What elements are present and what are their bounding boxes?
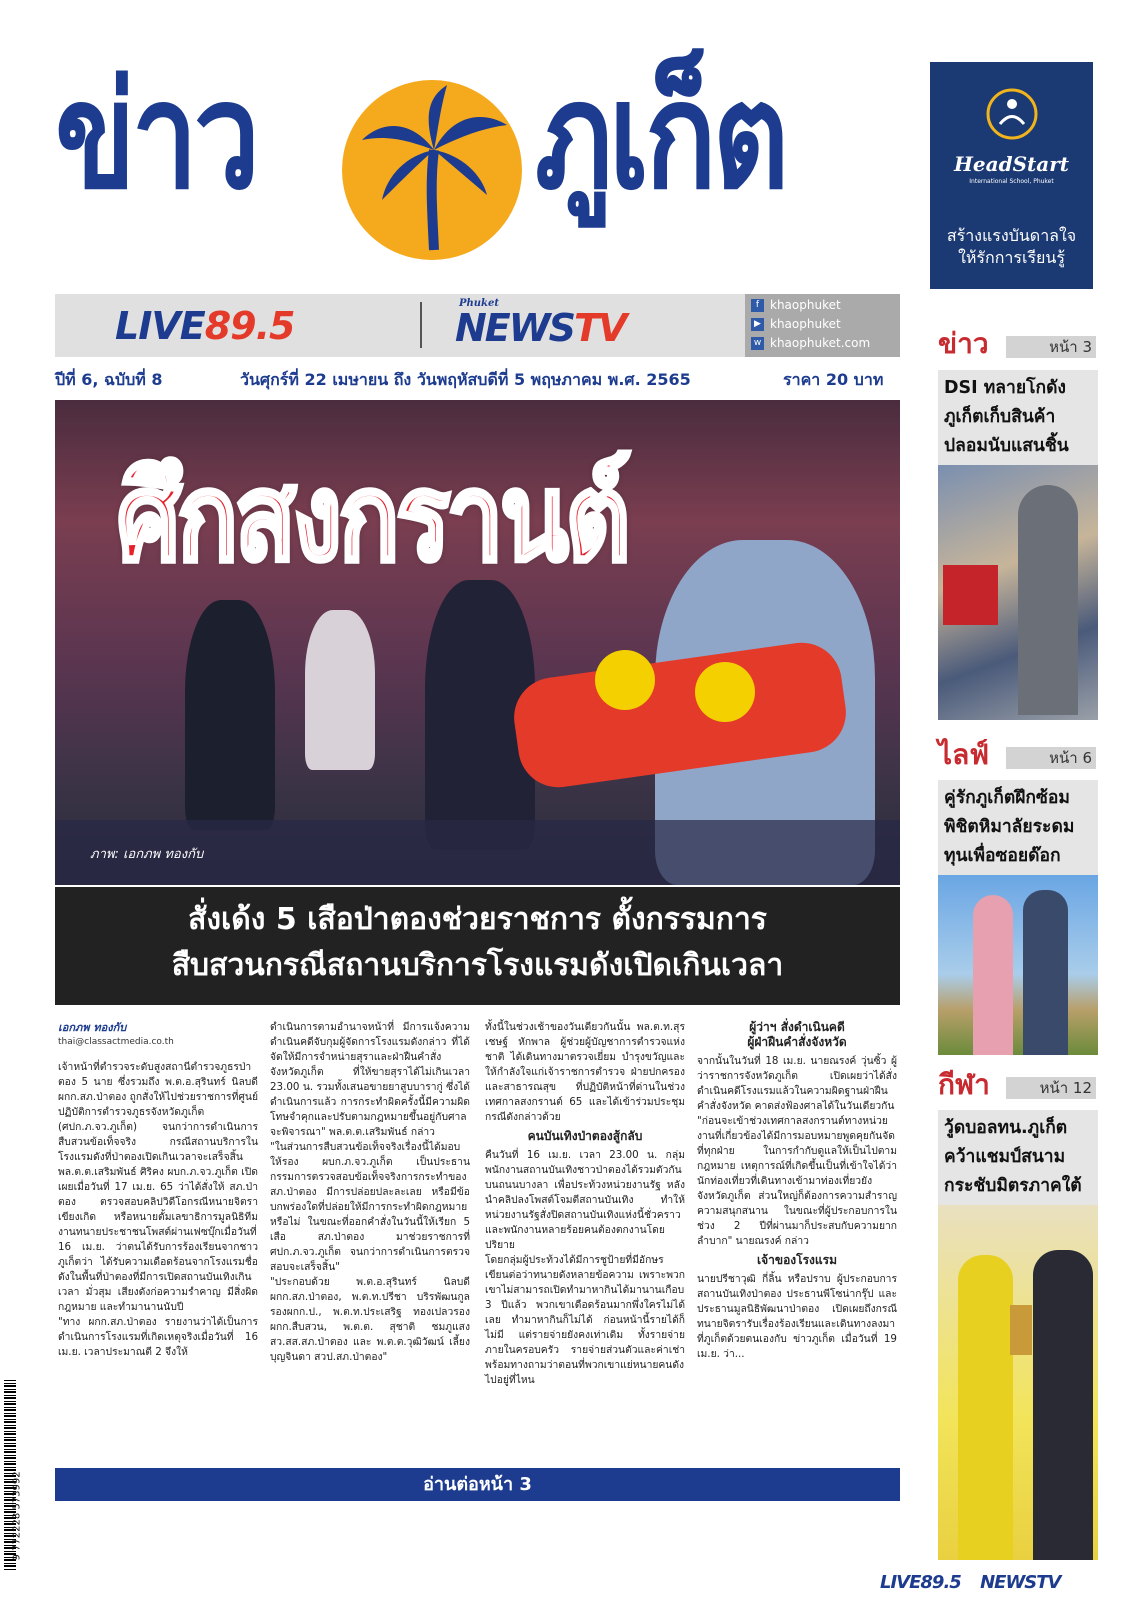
paragraph: ดำเนินการตามอำนาจหน้าที่ มีการแจ้งความดำเนินคดีจับกุมผู้จัดการโรงแรมดังกล่าว ที่ได้จัดให้มีการจำหน่ายสุราและฝ่าฝืนคำสั่งจังหวัดภูเก็ต ที่ให้ขายสุราได้ไม่เกินเวลา 23.00 น. รวมทั้งเสนอขายยาสูบบารากู่ ซึ่งได้ดำเนินการแล้ว การกระทำผิดครั้งนี้มีความผิดโทษจำคุกและปรับตามกฎหมายขึ้นอยู่กับศาลจะพิจารณา" พล.ต.ต.เสริมพันธ์ กล่าว (270, 1021, 470, 1138)
ad-tagline-2: ให้รักการเรียนรู้ (958, 248, 1065, 267)
paragraph: โดยกลุ่มผู้ประท้วงได้มีการชูป้ายที่มีอักษรเขียนต่อว่าทนายดังหลายข้อความ เพราะพวกเขาไม่สามารถเปิดทำมาหากินได้มานานเกือบ 3 ปีแล้ว พวกเขาเดือดร้อนมากพึ่งใครไม่ได้เลย ทำมาหากินก็ไม่ได้ ก่อนหน้านี้รายได้ก็ไม่มี แต่รายจ่ายยังคงเท่าเดิม ทั้งรายจ่ายภายในครอบครัว รายจ่ายส่วนตัวและค่าเช่า พร้อมทางถามว่าตอนที่พวกเขาแย่หนายคนดังไปอยู่ที่ไหน (485, 1254, 685, 1386)
live-prefix: LIVE (115, 304, 205, 348)
paragraph: "ทาง ผกก.สภ.ป่าตอง รายงานว่าได้เป็นการดำเนินการโรงแรมที่เกิดเหตุจริงเมื่อวันที่ 16 เม.ย. เวลาประมาณตี 2 จึงให้ (58, 1316, 258, 1358)
paragraph: "ประกอบด้วย พ.ต.อ.สุรินทร์ นิลบดี ผกก.สภ.ป่าตอง, พ.ต.ท.ปรีชา บริรพัฒนกูล รองผกก.ป., พ.ต.ท.ประเสริฐ ทองเปลวรอง ผกก.สืบสวน, พ.ต.ต. สุชาติ ชมภูแสง สว.สส.สภ.ป่าตอง และ พ.ต.ต.วุฒิวัฒน์ เลี้ยงบุญจินดา สวป.สภ.ป่าตอง" (270, 1276, 470, 1363)
masthead-word-left: ข่าว (55, 49, 257, 222)
section-sport-photo (938, 1205, 1098, 1560)
barcode-number: 9 772228 573992 (11, 1471, 23, 1561)
paragraph: นายปรีชาวุฒิ กี่ลิ้น หรือปราบ ผู้ประกอบการสถานบันเทิงป่าตอง ประธานพีโซน่ากรุ๊ป และประธานมูลนิธิพัฒนาป่าตอง เปิดเผยถึงกรณีทนายจิตรารับเรื่องร้องเรียนและเดินทางลงมาที่ภูเก็ตด้วยตนเองกับ ข่าวภูเก็ต เมื่อวันที่ 19 เม.ย. ว่า... (697, 1273, 897, 1360)
ad-brand: HeadStart (954, 152, 1069, 176)
section-news-photo (938, 465, 1098, 720)
social-website[interactable] (751, 334, 900, 353)
photo-figure (1023, 890, 1068, 1055)
paragraph: พล.ต.ต.เสริมพันธ์ ศิริคง ผบก.ภ.จว.ภูเก็ต เปิดเผยเมื่อวันที่ 17 เม.ย. 65 ว่าได้สั่งให้ สภ.ป่าตอง ตรวจสอบคลิปวิดีโอกรณีหนายจิตรา เขียงเกิด หรือหนายตั้มเลขาธิการมูลนิธิทีมงานทนายประชาชนโพสต์ผ่านเฟซบุ๊กเมื่อวันที่ 16 เม.ย. ว่าตนได้รับการร้องเรียนจากชาวภูเก็ตว่า ได้รับความเดือดร้อนจากโรงแรมชื่อดังในพื้นที่ป่าตองที่มีการเปิดสถานบันเทิงเกินเวลา มั่วสุม เสียงดังก่อความรำคาญ มีสิ่งผิดกฎหมาย และทำมานานนับปี (58, 1166, 258, 1313)
section-name: ข่าว (938, 327, 989, 360)
article-column-2 (270, 1020, 470, 1365)
photo-figure (973, 895, 1013, 1055)
water-gun-tank (595, 650, 655, 710)
footer-logos (880, 1572, 1100, 1596)
issue-date: วันศุกร์ที่ 22 เมษายน ถึง วันพฤหัสบดีที่ 5 พฤษภาคม พ.ศ. 2565 (240, 370, 691, 389)
section-news-teaser[interactable]: DSI ทลายโกดังภูเก็ตเก็บสินค้าปลอมนับแสนชิ้น (938, 370, 1098, 465)
headline-line-2: สืบสวนกรณีสถานบริการโรงแรมดังเปิดเกินเวลา (171, 948, 784, 983)
section-sport-teaser[interactable]: วู้ดบอลทน.ภูเก็ตคว้าแชมป์สนามกระชับมิตรภาคใต้ (938, 1110, 1098, 1205)
section-page: หน้า 6 (1006, 747, 1096, 769)
issue-volume: ปีที่ 6, ฉบับที่ 8 (55, 370, 163, 389)
photo-figure (185, 600, 275, 830)
water-gun-tank (695, 662, 755, 722)
social-links (745, 294, 900, 357)
photo-goods (943, 565, 998, 625)
photo-figure (1018, 485, 1078, 715)
facebook-icon: f (751, 299, 764, 312)
social-label: khaophuket.com (770, 336, 871, 350)
social-facebook[interactable] (751, 296, 900, 315)
news-tv-logo[interactable] (455, 298, 626, 350)
social-label: khaophuket (770, 298, 841, 312)
article-column-1 (58, 1020, 258, 1360)
headstart-ad[interactable] (930, 62, 1093, 289)
photo-credit: ภาพ: เอกภพ ทองกับ (90, 847, 204, 862)
main-headline[interactable] (55, 887, 900, 1005)
byline-name: เอกภพ ทองกับ (58, 1021, 127, 1034)
youtube-icon: ▶ (751, 318, 764, 331)
live-radio-logo[interactable] (115, 304, 295, 348)
masthead-word-right: ภูเก็ต (535, 49, 786, 222)
issue-price: ราคา 20 บาท (783, 370, 884, 389)
photo-figure (1033, 1250, 1093, 1560)
masthead (55, 49, 895, 277)
subhead: คนบันเทิงป่าตองสู้กลับ (527, 1129, 643, 1143)
paragraph: คืนวันที่ 16 เม.ย. เวลา 23.00 น. กลุ่มพนักงานสถานบันเทิงชาวป่าตองได้รวมตัวกันบนถนนบางลา เพื่อประท้วงหน่วยงานรัฐ หลังนำคลิปลงโพสต์โจมตีสถานบันเทิง ทำให้หน่วยงานรัฐสั่งปิดสถานบันเทิงแห่งนี้ชั่วคราว และพนักงานหลายร้อยคนต้องตกงานโดยปริยาย (485, 1149, 685, 1251)
trophy (1010, 1305, 1032, 1355)
article-column-3 (485, 1020, 685, 1388)
section-life-header[interactable] (938, 733, 1098, 773)
social-label: khaophuket (770, 317, 841, 331)
paragraph: ทั้งนี้ในช่วงเช้าของวันเดียวกันนั้น พล.ต.ท.สุรเชษฐ์ หักพาล ผู้ช่วยผู้บัญชาการตำรวจแห่งชาติ ได้เดินทางมาตรวจเยี่ยม บำรุงขวัญและให้กำลังใจแก่เจ้าราชการตำรวจ ฝ่ายปกครอง และสาธารณสุข ที่ปฏิบัติหน้าที่ด่านในช่วงเทศกาลสงกรานต์ 65 และได้เข้าร่วมประชุมกรณีดังกล่าวด้วย (485, 1021, 685, 1123)
ad-sub: International School, Phuket (969, 178, 1054, 185)
byline-email[interactable]: thai@classactmedia.co.th (58, 1037, 174, 1047)
social-youtube[interactable] (751, 315, 900, 334)
section-sport-header[interactable] (938, 1063, 1098, 1103)
headstart-logo-icon (982, 84, 1042, 144)
hero-title: ศึกสงกรานต์ (117, 447, 628, 588)
ad-tagline-1: สร้างแรงบันดาลใจ (946, 226, 1077, 245)
live-number: 89.5 (204, 304, 295, 348)
article-column-4 (697, 1020, 897, 1362)
photo-figure (305, 610, 375, 770)
headline-line-1: สั่งเด้ง 5 เสือป่าตองช่วยราชการ ตั้งกรรมการ (188, 902, 767, 937)
section-life-teaser[interactable]: คู่รักภูเก็ตฝึกซ้อมพิชิตหิมาลัยระดมทุนเพื่อซอยด๊อก (938, 780, 1098, 875)
subhead: ผู้ฝ่าฝืนคำสั่งจังหวัด (747, 1035, 847, 1049)
news-word: NEWS (455, 306, 575, 350)
section-life-photo (938, 875, 1098, 1055)
footer-live: LIVE89.5 (880, 1572, 961, 1593)
section-page: หน้า 12 (1006, 1077, 1096, 1099)
tv-word: TV (574, 306, 626, 350)
photo-figure (958, 1255, 1013, 1560)
news-small: Phuket (459, 298, 499, 309)
section-name: กีฬา (938, 1068, 990, 1101)
paragraph: จากนั้นในวันที่ 18 เม.ย. นายณรงค์ วุ่นซิ้ว ผู้ว่าราชการจังหวัดภูเก็ต เปิดเผยว่าได้สั่งดำเนินคดีโรงแรมแล้วในความผิดฐานฝ่าฝืนคำสั่งจังหวัด คาดส่งฟ้องศาลได้ในวันเดียวกัน (697, 1055, 897, 1112)
subhead: เจ้าของโรงแรม (757, 1253, 837, 1267)
subhead: ผู้ว่าฯ สั่งดำเนินคดี (749, 1020, 845, 1034)
paragraph: เจ้าหน้าที่ตำรวจระดับสูงสถานีตำรวจภูธรป่าตอง 5 นาย ซึ่งรวมถึง พ.ต.อ.สุรินทร์ นิลบดี ผกก.สภ.ป่าตอง ถูกสั่งให้ไปช่วยราชการที่ศูนย์ปฏิบัติการตำรวจภูธรจังหวัดภูเก็ต (ศปก.ภ.จว.ภูเก็ต) จนกว่าการดำเนินการสืบสวนข้อเท็จจริง กรณีสถานบริการในโรงแรมดังที่ป่าตองเปิดเกินเวลาจะเสร็จสิ้น (58, 1061, 258, 1163)
media-divider (420, 302, 422, 348)
palm-sun-logo (342, 80, 522, 260)
website-icon: w (751, 337, 764, 350)
footer-news: NEWSTV (980, 1572, 1061, 1593)
section-news-header[interactable] (938, 322, 1098, 362)
section-page: หน้า 3 (1006, 336, 1096, 358)
section-name: ไลฟ์ (938, 738, 990, 771)
issue-line (55, 368, 900, 392)
paragraph: "ก่อนจะเข้าช่วงเทศกาลสงกรานต์ทางหน่วยงานที่เกี่ยวข้องได้มีการมอบหมายพูดคุยกันจัดที่ทุกฝ่าย ในการกำกับดูแลให้เป็นไปตามกฎหมาย เหตุการณ์ที่เกิดขึ้นเป็นที่เข้าใจได้ว่า นักท่องเที่ยวที่เดินทางเข้ามาท่องเที่ยวยังจังหวัดภูเก็ต ส่วนใหญ่ก็ต้องการความสำราญ ความสนุกสนาน ในขณะที่ผู้ประกอบการในช่วง 2 ปีที่ผ่านมาก็ประสบกับความยากลำบาก" นายณรงค์ กล่าว (697, 1115, 897, 1247)
paragraph: "ในส่วนการสืบสวนข้อเท็จจริงเรื่องนี้ได้มอบให้รอง ผบก.ภ.จว.ภูเก็ต เป็นประธานกรรมการตรวจสอบข้อเท็จจริงการกระทำของ สภ.ป่าตอง มีการปล่อยปละละเลย หรือมีข้อบกพร่องใดที่ปล่อยให้มีการกระทำผิดกฎหมายหรือไม่ ในขณะที่ออกคำสั่งในวันนี้ให้เรียก 5 เสือ สภ.ป่าตอง มาช่วยราชการที่ ศปก.ภ.จว.ภูเก็ต จนกว่าการดำเนินการตรวจสอบจะเสร็จสิ้น" (270, 1141, 470, 1273)
hero-photo (55, 400, 900, 885)
media-bar (55, 294, 900, 357)
read-more-bar[interactable]: อ่านต่อหน้า 3 (55, 1468, 900, 1501)
